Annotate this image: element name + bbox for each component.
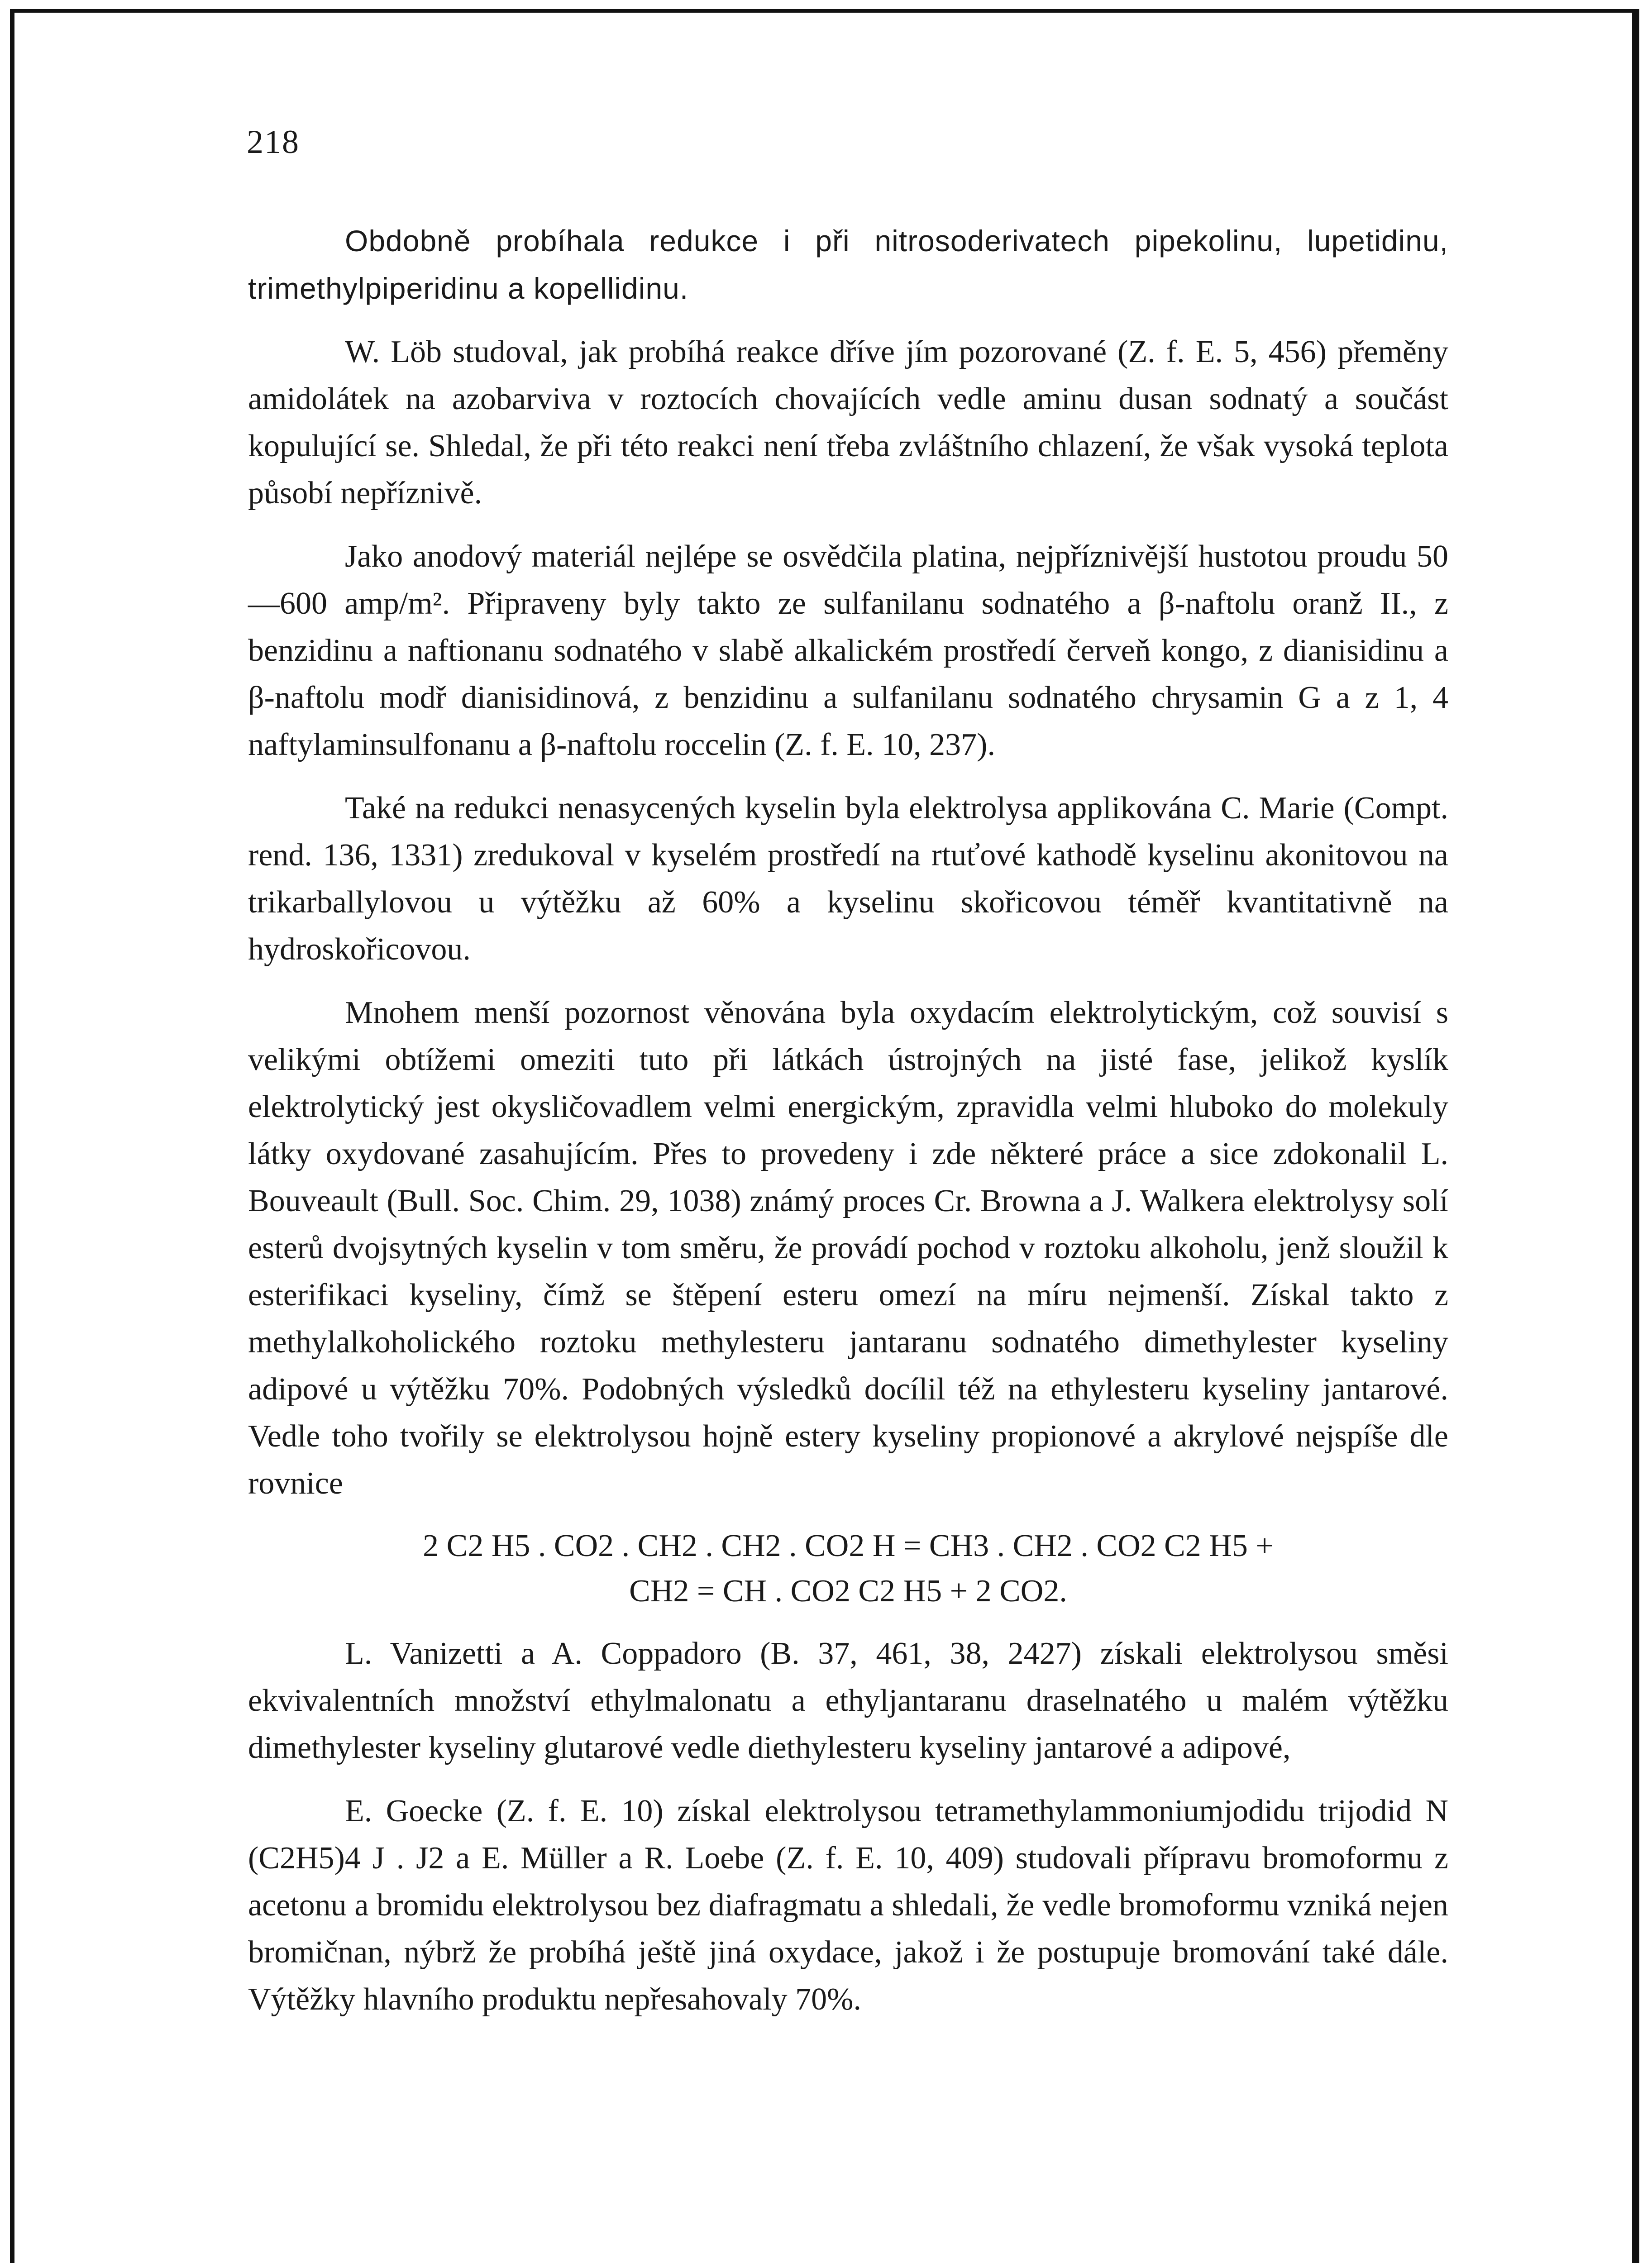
paragraph-1: [248, 217, 1448, 312]
paragraph-7: E. Goecke (Z. f. E. 10) získal elektrolysou tetramethylammoniumjodidu trijodid N (C2H5)4 J . J2 a E. Müller a R. Loebe (Z. f. E. 10, 409) studovali přípravu bromoformu z acetonu a bromidu elektrolysou bez diafragmatu a shledali, že vedle bromoformu vzniká nejen bromičnan, nýbrž že probíhá ještě jiná oxydace, jakož i že postupuje bromování také dále. Výtěžky hlavního produktu nepřesahovaly 70%.: [248, 1794, 1448, 2017]
page-number: 218: [247, 124, 300, 161]
body-text: [248, 217, 1448, 2039]
paragraph-3: Jako anodový materiál nejlépe se osvědčila platina, nejpříznivější hustotou proudu 50—600 amp/m². Připraveny byly takto ze sulfanilanu sodnatého a β-naftolu oranž II., z benzidinu a naftionanu sodnatého v slabě alkalickém prostředí červeň kongo, z dianisidinu a β-naftolu modř dianisidinová, z benzidinu a sulfanilanu sodnatého chrysamin G a z 1, 4 naftylaminsulfonanu a β-naftolu roccelin (Z. f. E. 10, 237).: [248, 539, 1448, 762]
chemical-equation: [248, 1523, 1448, 1614]
paragraph-6: L. Vanizetti a A. Coppadoro (B. 37, 461, 38, 2427) získali elektrolysou směsi ekvivalentních množství ethylmalonatu a ethyljantaranu draselnatého u malém výtěžku dimethylester kyseliny glutarové vedle diethylesteru kyseliny jantarové a adipové,: [248, 1636, 1448, 1765]
paragraph-1-text: Obdobně probíhala redukce i při nitrosoderivatech pipekolinu, lupetidinu, trimethylpiperidinu a kopellidinu.: [248, 224, 1448, 305]
equation-line-2: CH2 = CH . CO2 C2 H5 + 2 CO2.: [629, 1574, 1067, 1609]
equation-line-1: 2 C2 H5 . CO2 . CH2 . CH2 . CO2 H = CH3 . CH2 . CO2 C2 H5 +: [423, 1528, 1274, 1563]
paragraph-4: Také na redukci nenasycených kyselin byla elektrolysa applikována C. Marie (Compt. rend. 136, 1331) zredukoval v kyselém prostředí na rtuťové kathodě kyselinu akonitovou na trikarballylovou u výtěžku až 60% a kyselinu skořicovou téměř kvantitativně na hydroskořicovou.: [248, 791, 1448, 967]
paragraph-2: W. Löb studoval, jak probíhá reakce dříve jím pozorované (Z. f. E. 5, 456) přeměny amidolátek na azobarviva v roztocích chovajících vedle aminu dusan sodnatý a součást kopulující se. Shledal, že při této reakci není třeba zvláštního chlazení, že však vysoká teplota působí nepříznivě.: [248, 334, 1448, 511]
paragraph-5: Mnohem menší pozornost věnována byla oxydacím elektrolytickým, což souvisí s velikými obtížemi omeziti tuto při látkách ústrojných na jisté fase, jelikož kyslík elektrolytický jest okysličovadlem velmi energickým, zpravidla velmi hluboko do molekuly látky oxydované zasahujícím. Přes to provedeny i zde některé práce a sice zdokonalil L. Bouveault (Bull. Soc. Chim. 29, 1038) známý proces Cr. Browna a J. Walkera elektrolysy solí esterů dvojsytných kyselin v tom směru, že provádí pochod v roztoku alkoholu, jenž sloužil k esterifikaci kyseliny, čímž se štěpení esteru omezí na míru nejmenší. Získal takto z methylalkoholického roztoku methylesteru jantaranu sodnatého dimethylester kyseliny adipové u výtěžku 70%. Podobných výsledků docílil též na ethylesteru kyseliny jantarové. Vedle toho tvořily se elektrolysou hojně estery kyseliny propionové a akrylové nejspíše dle rovnice: [248, 995, 1448, 1501]
